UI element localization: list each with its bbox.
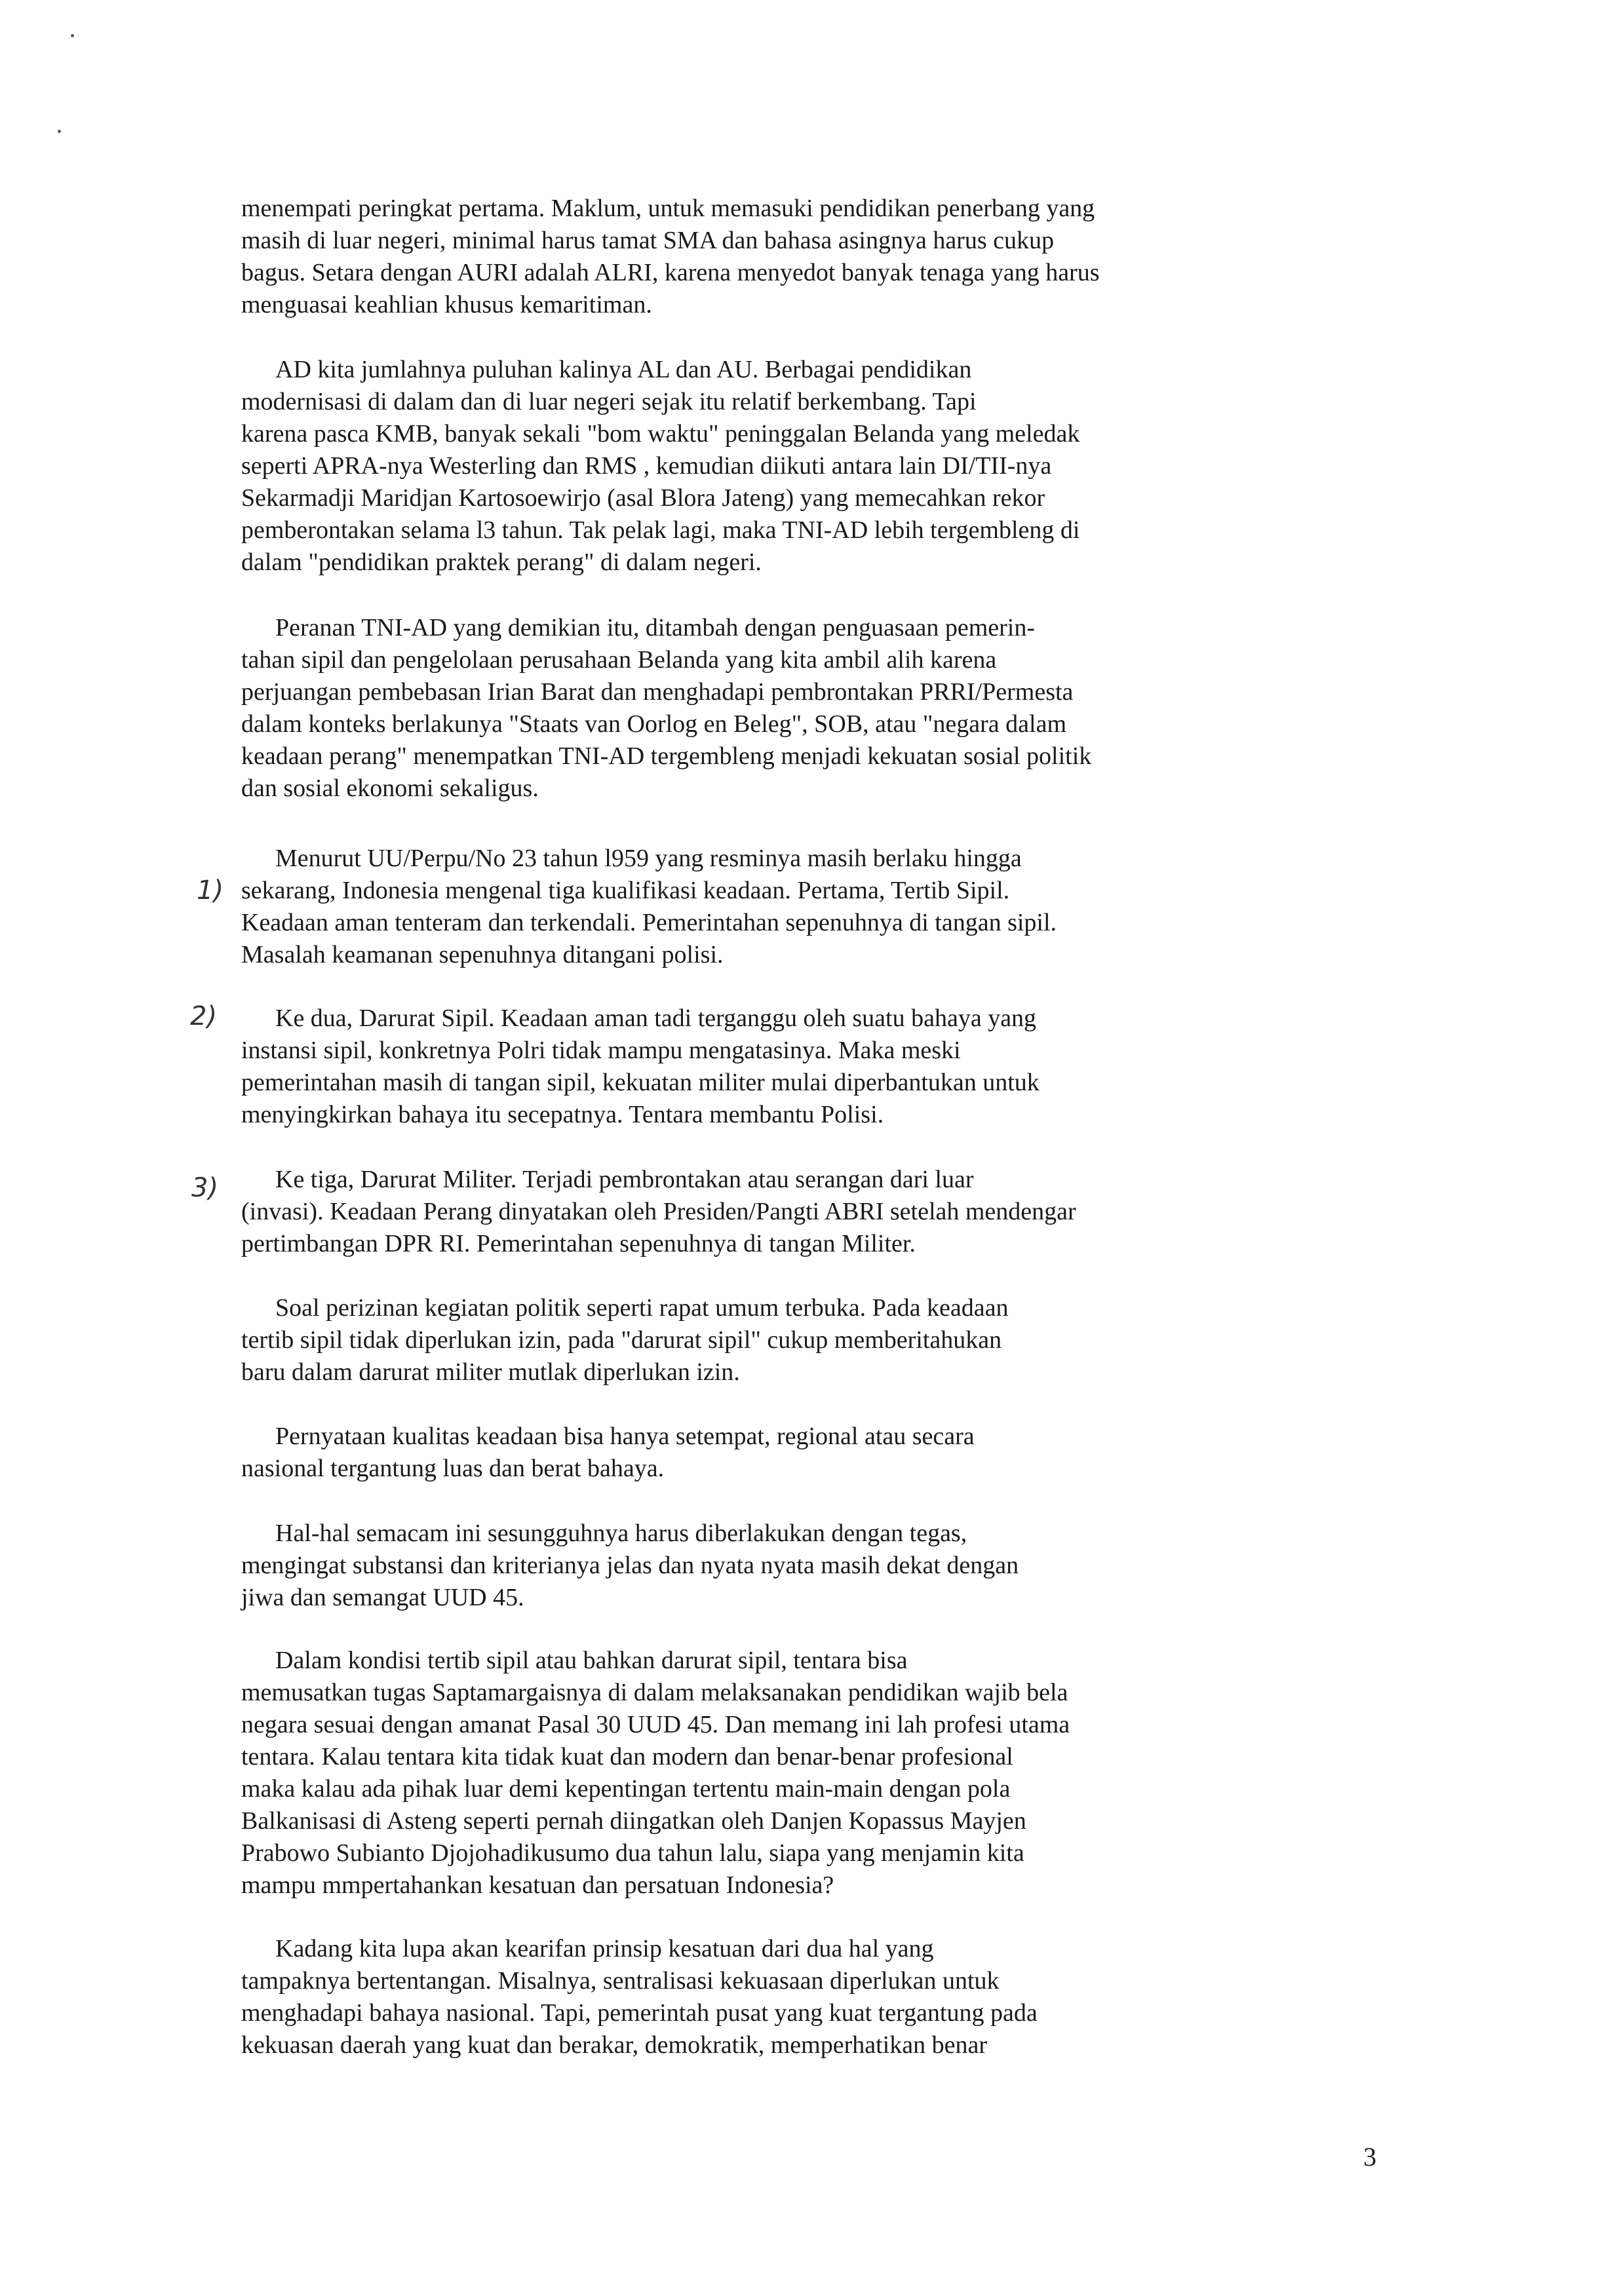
paragraph-5 xyxy=(241,1003,1264,1131)
paragraph-6 xyxy=(241,1164,1264,1260)
text-line: dan sosial ekonomi sekaligus. xyxy=(241,775,539,802)
text-line: dalam konteks berlakunya "Staats van Oorlog en Beleg", SOB, atau "negara dalam xyxy=(241,710,1067,738)
text-line: Ke tiga, Darurat Militer. Terjadi pembrontakan atau serangan dari luar xyxy=(275,1166,974,1193)
paragraph-2 xyxy=(241,354,1264,579)
text-line: kekuasan daerah yang kuat dan berakar, demokratik, memperhatikan benar xyxy=(241,2031,987,2059)
text-line: Dalam kondisi tertib sipil atau bahkan darurat sipil, tentara bisa xyxy=(275,1647,908,1674)
text-line: menempati peringkat pertama. Maklum, untuk memasuki pendidikan penerbang yang xyxy=(241,195,1095,222)
margin-mark-1: 1) xyxy=(197,875,224,906)
text-line: dalam "pendidikan praktek perang" di dalam negeri. xyxy=(241,548,762,576)
text-line: pemberontakan selama l3 tahun. Tak pelak lagi, maka TNI-AD lebih tergembleng di xyxy=(241,516,1080,544)
paragraph-10 xyxy=(241,1645,1264,1902)
paragraph-8 xyxy=(241,1421,1264,1485)
text-line: maka kalau ada pihak luar demi kepentingan tertentu main-main dengan pola xyxy=(241,1775,1011,1803)
text-line: Ke dua, Darurat Sipil. Keadaan aman tadi terganggu oleh suatu bahaya yang xyxy=(275,1004,1037,1032)
text-line: Hal-hal semacam ini sesungguhnya harus diberlakukan dengan tegas, xyxy=(275,1520,967,1547)
paragraph-9 xyxy=(241,1518,1264,1614)
text-line: Keadaan aman tenteram dan terkendali. Pemerintahan sepenuhnya di tangan sipil. xyxy=(241,909,1057,936)
text-line: mampu mmpertahankan kesatuan dan persatuan Indonesia? xyxy=(241,1871,834,1899)
text-line: Prabowo Subianto Djojohadikusumo dua tahun lalu, siapa yang menjamin kita xyxy=(241,1839,1024,1867)
text-line: seperti APRA-nya Westerling dan RMS , kemudian diikuti antara lain DI/TII-nya xyxy=(241,452,1052,480)
scan-speck xyxy=(71,34,74,37)
text-line: tertib sipil tidak diperlukan izin, pada "darurat sipil" cukup memberitahukan xyxy=(241,1326,1002,1354)
text-line: AD kita jumlahnya puluhan kalinya AL dan AU. Berbagai pendidikan xyxy=(275,356,972,383)
paragraph-4 xyxy=(241,843,1264,971)
text-line: pemerintahan masih di tangan sipil, kekuatan militer mulai diperbantukan untuk xyxy=(241,1069,1040,1096)
text-line: sekarang, Indonesia mengenal tiga kualifikasi keadaan. Pertama, Tertib Sipil. xyxy=(241,877,1010,904)
text-line: tahan sipil dan pengelolaan perusahaan Belanda yang kita ambil alih karena xyxy=(241,646,997,674)
text-line: Balkanisasi di Asteng seperti pernah diingatkan oleh Danjen Kopassus Mayjen xyxy=(241,1807,1026,1835)
text-line: menyingkirkan bahaya itu secepatnya. Tentara membantu Polisi. xyxy=(241,1101,884,1128)
page-number: 3 xyxy=(1363,2142,1376,2172)
paragraph-7 xyxy=(241,1292,1264,1388)
paragraph-11 xyxy=(241,1933,1264,2061)
text-line: nasional tergantung luas dan berat bahaya. xyxy=(241,1455,665,1482)
scan-speck xyxy=(58,130,61,133)
text-line: Pernyataan kualitas keadaan bisa hanya setempat, regional atau secara xyxy=(275,1423,975,1450)
text-line: memusatkan tugas Saptamargaisnya di dalam melaksanakan pendidikan wajib bela xyxy=(241,1679,1068,1706)
text-line: mengingat substansi dan kriterianya jelas dan nyata nyata masih dekat dengan xyxy=(241,1552,1019,1579)
text-line: negara sesuai dengan amanat Pasal 30 UUD 45. Dan memang ini lah profesi utama xyxy=(241,1711,1070,1738)
text-line: modernisasi di dalam dan di luar negeri sejak itu relatif berkembang. Tapi xyxy=(241,388,977,415)
text-line: jiwa dan semangat UUD 45. xyxy=(241,1584,524,1611)
text-line: tentara. Kalau tentara kita tidak kuat dan modern dan benar-benar profesional xyxy=(241,1743,1013,1770)
text-line: Menurut UU/Perpu/No 23 tahun l959 yang resminya masih berlaku hingga xyxy=(275,845,1022,872)
text-line: menguasai keahlian khusus kemaritiman. xyxy=(241,291,652,318)
text-line: perjuangan pembebasan Irian Barat dan menghadapi pembrontakan PRRI/Permesta xyxy=(241,678,1074,706)
text-line: Peranan TNI-AD yang demikian itu, ditambah dengan penguasaan pemerin- xyxy=(275,614,1035,641)
text-line: Soal perizinan kegiatan politik seperti rapat umum terbuka. Pada keadaan xyxy=(275,1294,1009,1322)
text-line: keadaan perang" menempatkan TNI-AD tergembleng menjadi kekuatan sosial politik xyxy=(241,742,1092,770)
margin-mark-2: 2) xyxy=(190,1001,218,1031)
text-line: baru dalam darurat militer mutlak diperlukan izin. xyxy=(241,1358,740,1386)
text-line: Sekarmadji Maridjan Kartosoewirjo (asal Blora Jateng) yang memecahkan rekor xyxy=(241,484,1045,512)
margin-mark-3: 3) xyxy=(191,1173,219,1203)
text-line: Masalah keamanan sepenuhnya ditangani polisi. xyxy=(241,941,724,968)
text-line: karena pasca KMB, banyak sekali "bom waktu" peninggalan Belanda yang meledak xyxy=(241,420,1080,448)
text-line: menghadapi bahaya nasional. Tapi, pemerintah pusat yang kuat tergantung pada xyxy=(241,1999,1038,2027)
text-line: tampaknya bertentangan. Misalnya, sentralisasi kekuasaan diperlukan untuk xyxy=(241,1967,1000,1995)
paragraph-1 xyxy=(241,193,1264,321)
text-line: instansi sipil, konkretnya Polri tidak mampu mengatasinya. Maka meski xyxy=(241,1037,961,1064)
text-line: Kadang kita lupa akan kearifan prinsip kesatuan dari dua hal yang xyxy=(275,1935,934,1962)
text-line: (invasi). Keadaan Perang dinyatakan oleh Presiden/Pangti ABRI setelah mendengar xyxy=(241,1198,1076,1225)
text-line: masih di luar negeri, minimal harus tamat SMA dan bahasa asingnya harus cukup xyxy=(241,227,1054,254)
text-line: pertimbangan DPR RI. Pemerintahan sepenuhnya di tangan Militer. xyxy=(241,1230,916,1257)
paragraph-3 xyxy=(241,612,1264,805)
text-line: bagus. Setara dengan AURI adalah ALRI, karena menyedot banyak tenaga yang harus xyxy=(241,259,1100,286)
